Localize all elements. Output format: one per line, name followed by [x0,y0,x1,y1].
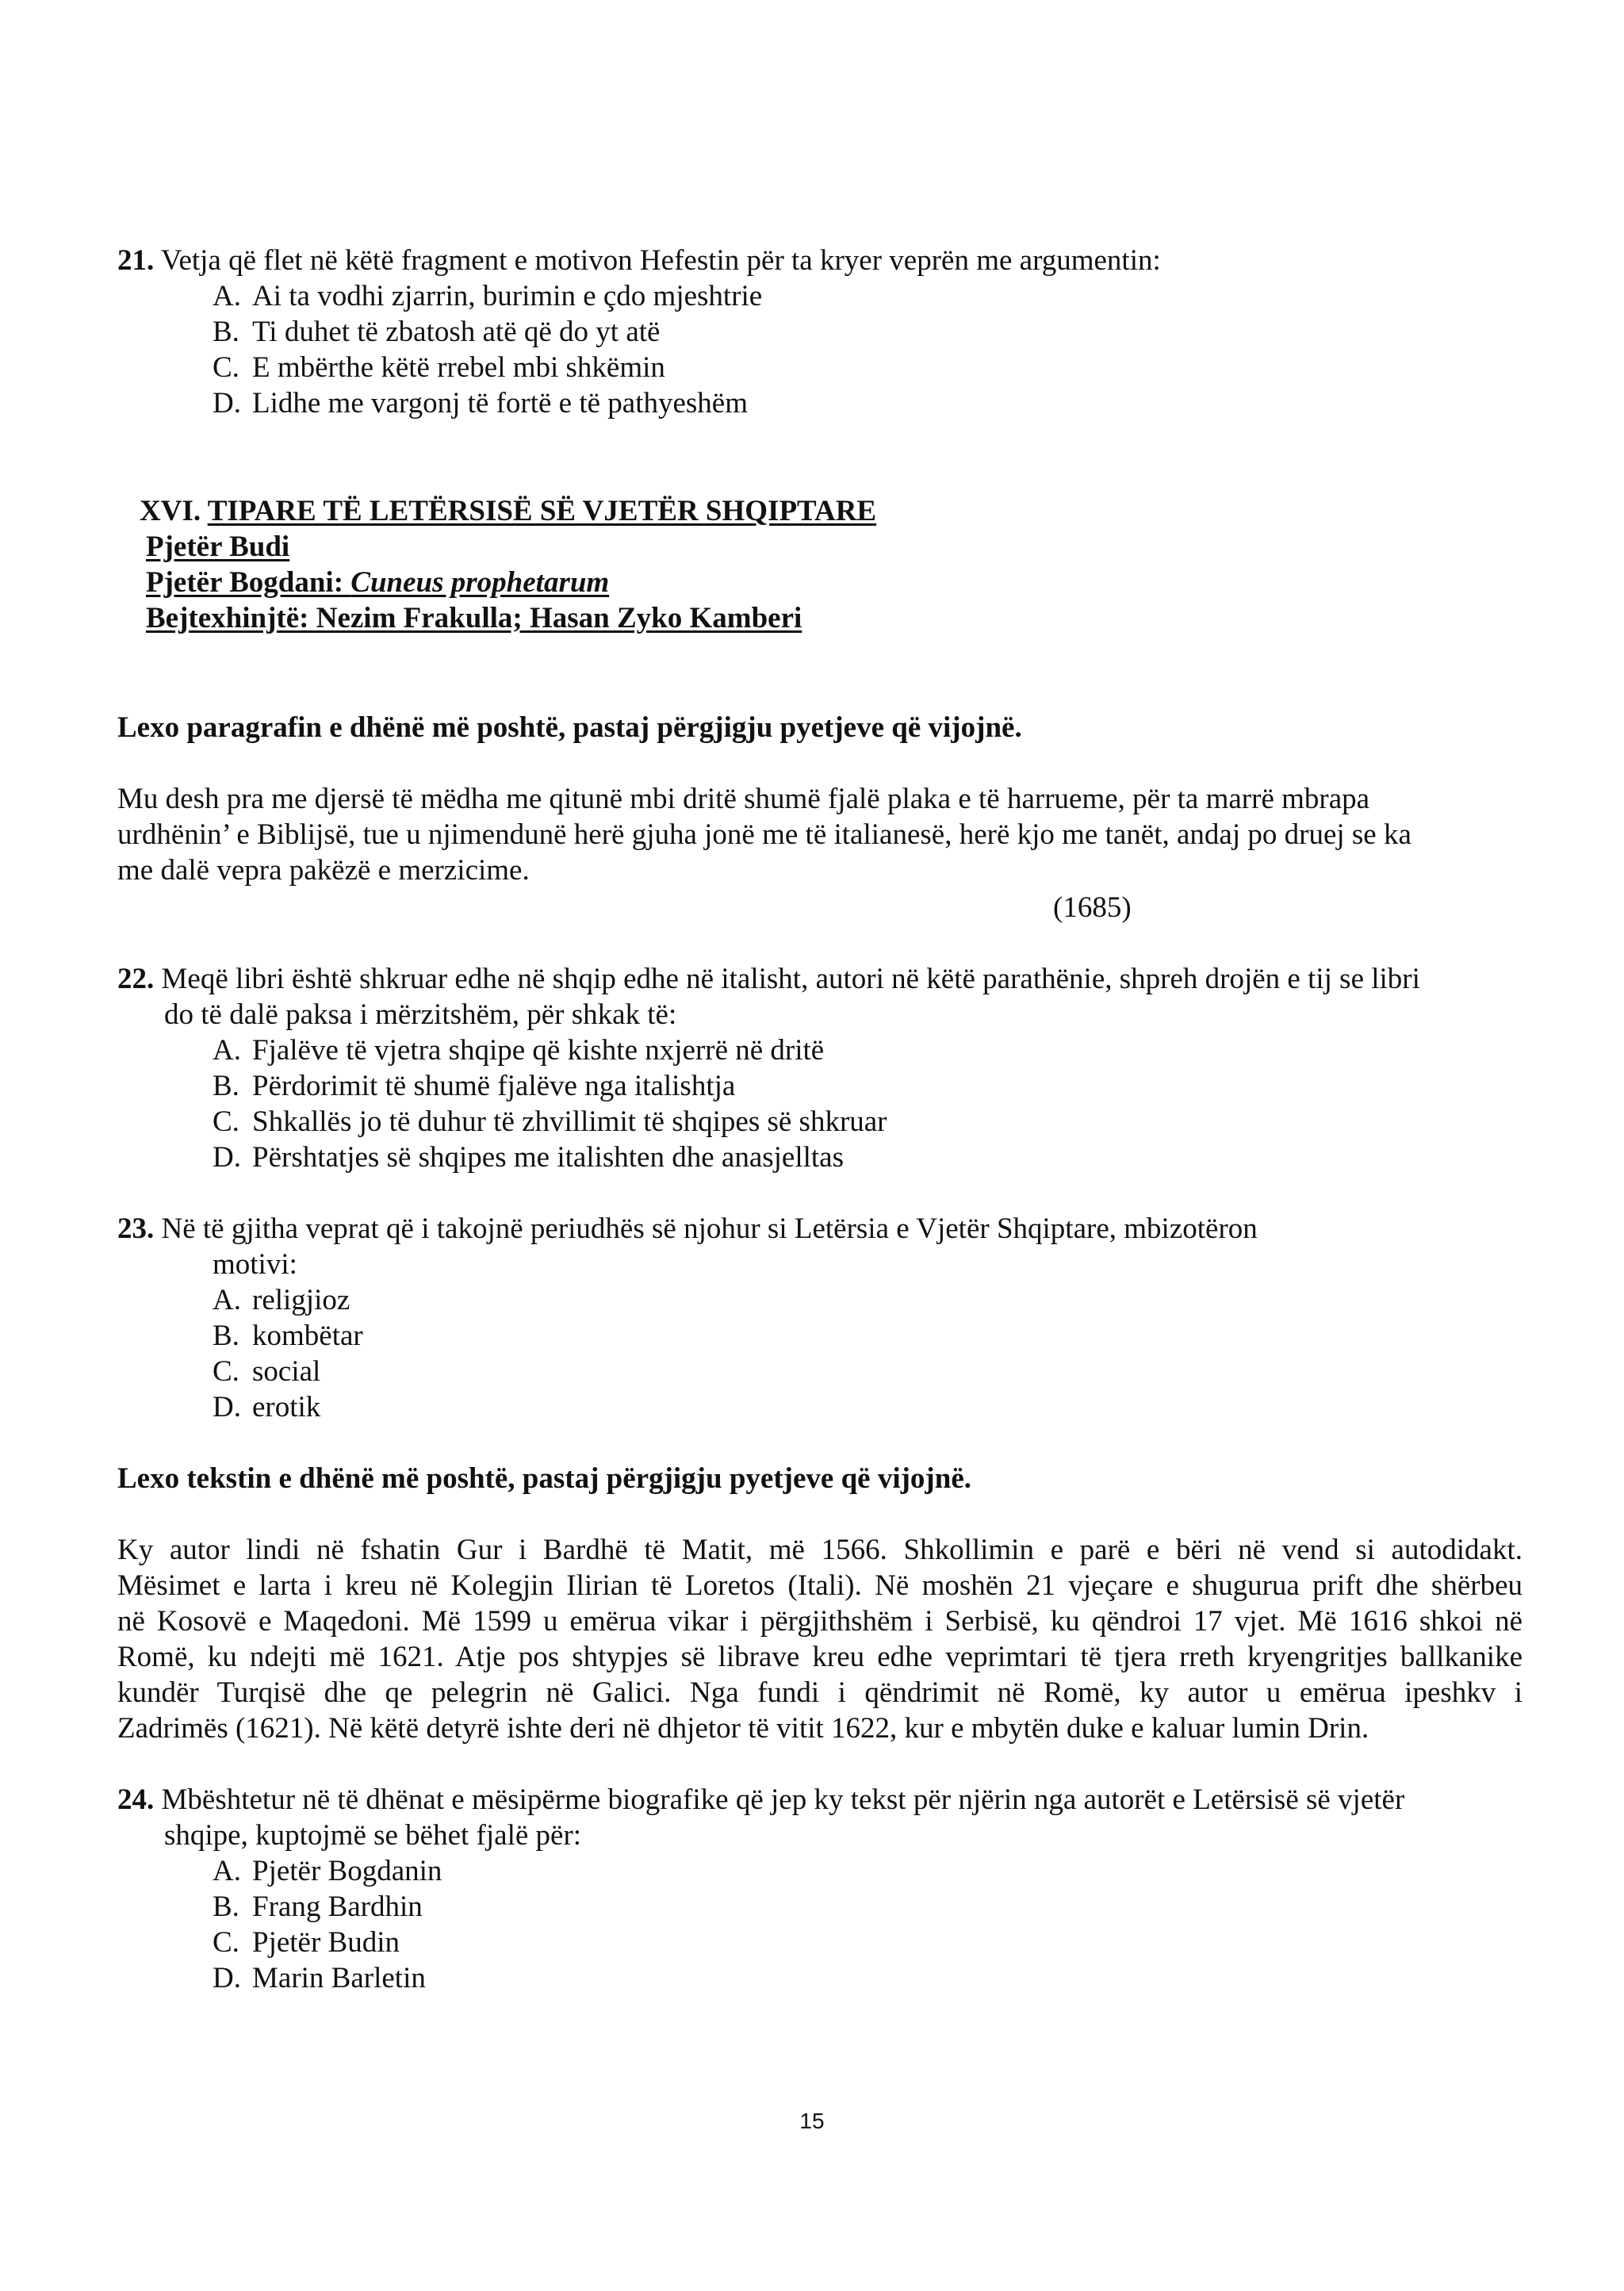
option-a [213,278,762,315]
option-text: Lidhe me vargonj të fortë e të pathyeshëm [252,387,749,420]
question-text-continued: shqipe, kuptojmë se bëhet fjalë për: [164,1819,582,1852]
passage-line: Mu desh pra me djersë të mëdha me qitunë mbi dritë shumë fjalë plaka e të harrueme, për ta marrë mbrapa [117,783,1370,815]
option-text: religjioz [252,1284,350,1316]
option-letter: D. [213,387,241,420]
section-author-3: Bejtexhinjtë: Nezim Frakulla; Hasan Zyko Kamberi [146,602,802,634]
question-text: Në të gjitha veprat që i takojnë periudhës së njohur si Letërsia e Vjetër Shqiptare, mbizotëron [154,1213,1258,1245]
option-text: Frang Bardhin [252,1891,423,1923]
option-b [213,1889,423,1925]
option-text: Shkallës jo të duhur të zhvillimit të shqipes së shkruar [252,1105,887,1138]
option-text: Ti duhet të zbatosh atë që do yt atë [252,316,661,348]
passage-line: me dalë vepra pakëzë e merzicime. [117,854,530,887]
option-text: erotik [252,1391,321,1423]
option-letter: C. [213,1105,239,1138]
option-text: E mbërthe këtë rrebel mbi shkëmin [252,351,665,384]
option-c [213,350,665,386]
option-b [213,314,660,351]
option-a [213,1032,824,1069]
work-title: Cuneus prophetarum [350,566,610,599]
option-c [213,1354,320,1390]
option-letter: B. [213,1891,239,1923]
option-letter: C. [213,351,239,384]
biography-line: në Kosovë e Maqedoni. Më 1599 u emërua vikar i përgjithshëm i Serbisë, ku qëndroi 17 vjet. Më 1616 shkoi në [117,1605,1522,1638]
option-letter: D. [213,1962,241,1994]
instruction-paragraph: Lexo paragrafin e dhënë më poshtë, pastaj përgjigju pyetjeve që vijojnë. [117,711,1022,744]
biography-line: Ky autor lindi në fshatin Gur i Bardhë të Matit, më 1566. Shkollimin e parë e bëri në vend si autodidakt. [117,1534,1522,1566]
biography-line: Mësimet e larta i kreu në Kolegjin Ilirian të Loretos (Itali). Në moshën 21 vjeçare e shugurua prift dhe shërbeu [117,1569,1522,1602]
instruction-text: Lexo tekstin e dhënë më poshtë, pastaj përgjigju pyetjeve që vijojnë. [117,1462,971,1495]
passage-year: (1685) [1053,891,1132,924]
question-21-stem [117,243,1161,279]
question-text: Meqë libri është shkruar edhe në shqip edhe në italisht, autori në këtë parathënie, shpreh drojën e tij se libri [154,963,1420,995]
option-text: Përshtatjes së shqipes me italishten dhe anasjelltas [252,1141,844,1174]
option-text: social [252,1355,321,1388]
option-letter: A. [213,1284,241,1316]
option-a [213,1853,442,1890]
option-letter: D. [213,1391,241,1423]
option-letter: D. [213,1141,241,1174]
option-letter: C. [213,1926,239,1959]
option-b [213,1318,363,1354]
question-text-continued: motivi: [213,1248,297,1281]
question-text: Vetja që flet në këtë fragment e motivon Hefestin për ta kryer veprën me argumentin: [154,244,1161,277]
section-author-1: Pjetër Budi [146,531,290,563]
question-text-continued: do të dalë paksa i mërzitshëm, për shkak të: [164,998,677,1031]
option-c [213,1925,400,1961]
section-title: TIPARE TË LETËRSISË SË VJETËR SHQIPTARE [207,495,877,527]
option-letter: A. [213,1855,241,1887]
question-23-stem [117,1211,1258,1247]
option-text: Ai ta vodhi zjarrin, burimin e çdo mjeshtrie [252,280,763,312]
passage-line: urdhënin’ e Biblijsë, tue u njimendunë herë gjuha jonë me të italianesë, herë kjo me tanët, andaj po druej se ka [117,818,1411,851]
option-d [213,1140,844,1176]
option-letter: A. [213,1034,241,1067]
option-d [213,385,748,422]
option-text: Marin Barletin [252,1962,426,1994]
option-text: Pjetër Budin [252,1926,400,1959]
option-text: Fjalëve të vjetra shqipe që kishte nxjerrë në dritë [252,1034,825,1067]
author-name: Pjetër Bogdani: [146,566,351,599]
section-author-2 [146,565,609,601]
option-letter: C. [213,1355,239,1388]
question-22-stem [117,961,1420,998]
question-number: 22. [117,963,155,995]
option-text: kombëtar [252,1320,363,1352]
question-number: 21. [117,244,155,277]
question-24-stem [117,1782,1404,1818]
page-number: 15 [799,2109,825,2133]
question-text: Mbështetur në të dhënat e mësipërme biografike që jep ky tekst për njërin nga autorët e Letërsisë së vjetër [154,1783,1405,1816]
biography-line: Romë, ku ndejti më 1621. Atje pos shtypjes së librave kreu edhe veprimtari të tjera rreth kryengritjes ballkanike [117,1641,1522,1673]
option-d [213,1389,320,1426]
option-b [213,1068,735,1105]
option-letter: B. [213,316,239,348]
section-number: XVI. [140,495,201,527]
biography-line: kundër Turqisë dhe qe pelegrin në Galici. Nga fundi i qëndrimit në Romë, ky autor u emërua ipeshkv i [117,1676,1522,1709]
biography-line: Zadrimës (1621). Në këtë detyrë ishte deri në dhjetor të vitit 1622, kur e mbytën duke e kaluar lumin Drin. [117,1712,1369,1745]
option-c [213,1104,887,1140]
question-number: 24. [117,1783,155,1816]
section-heading [140,493,876,530]
option-letter: B. [213,1320,239,1352]
option-d [213,1960,426,1997]
option-text: Pjetër Bogdanin [252,1855,442,1887]
option-letter: A. [213,280,241,312]
option-letter: B. [213,1070,239,1102]
question-number: 23. [117,1213,155,1245]
option-text: Përdorimit të shumë fjalëve nga italishtja [252,1070,736,1102]
option-a [213,1282,350,1319]
